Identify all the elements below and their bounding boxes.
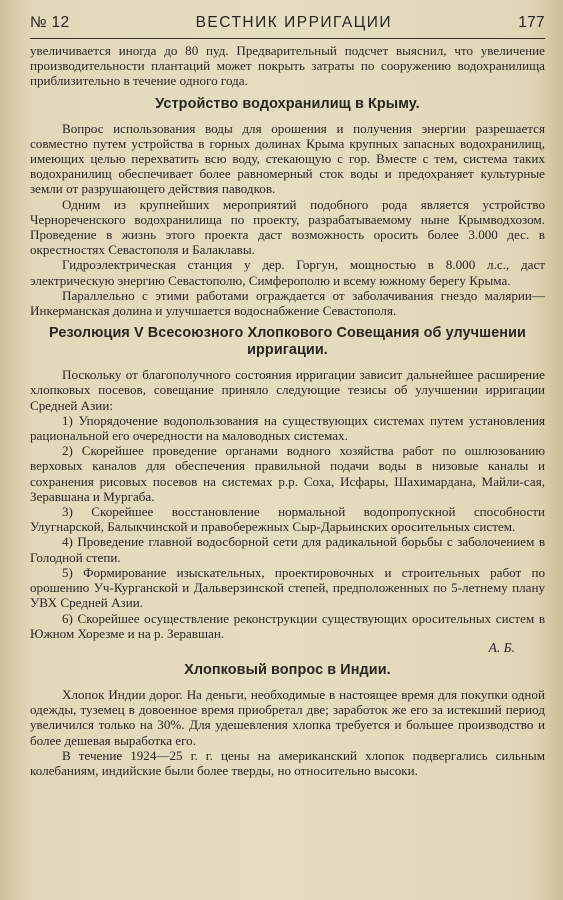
- heading-crimea: Устройство водохранилищ в Крыму.: [155, 95, 420, 112]
- crimea-paragraph-2: Одним из крупнейших мероприятий подобного рода является устройство Чернореченского водохранилища по проекту, разрабатываемому ныне Крымводхозом. Проведение в жизнь этого проекта даст возможность оросить более 3.000 дес. в окрестностях Севастополя и Балаклавы.: [30, 196, 545, 258]
- author-signature: А. Б.: [488, 639, 515, 655]
- resolution-item-4: 4) Проведение главной водосборной сети для радикальной борьбы с заболочением в Голодной степи.: [30, 534, 545, 565]
- page-number: 177: [518, 14, 545, 31]
- resolution-item-1: 1) Упорядочение водопользования на существующих системах путем установления рациональной его очередности на маловодных системах.: [30, 412, 545, 444]
- resolution-intro: Поскольку от благополучного состояния ирригации зависит дальнейшее расширение хлопковых посевов, совещание приняло следующие тезисы об улучшении ирригации Средней Азии:: [30, 367, 545, 413]
- india-paragraph-2: В течение 1924—25 г. г. цены на американский хлопок подвергались сильным колебаниям, индийские были более тверды, но относительно высоки.: [30, 747, 545, 778]
- intro-paragraph: увеличивается иногда до 80 пуд. Предварительный подсчет выяснил, что увеличение производительности плантаций может покрыть затраты по сооружению водохранилища приблизительно в течение одного года.: [30, 43, 545, 89]
- crimea-paragraph-1: Вопрос использования воды для орошения и получения энергии разрешается совместно путем устройства в горных долинах Крыма крупных запасных водохранилищ, имеющих целью перехватить всю воду, стекающую с гор. Вместе с тем, система таких водохранилищ обеспечивает более равномерный сток воды и предохраняет культурные земли от разрушающего действия паводков.: [30, 120, 545, 197]
- journal-title: ВЕСТНИК ИРРИГАЦИИ: [195, 14, 392, 31]
- resolution-item-5: 5) Формирование изыскательных, проектировочных и строительных работ по орошению Уч-Курганской и Дальверзинской степей, предположенных по 5-летнему плану УВХ Средней Азии.: [30, 564, 545, 611]
- heading-india: Хлопковый вопрос в Индии.: [184, 661, 391, 678]
- resolution-item-6: 6) Скорейшее осуществление реконструкции существующих оросительных систем в Южном Хорезме и на р. Зеравшан.: [30, 610, 545, 641]
- crimea-paragraph-3: Гидроэлектрическая станция у дер. Горгун, мощностью в 8.000 л.с., даст электрическую энергию Севастополю, Симферополю и всему южному берегу Крыма.: [30, 257, 545, 288]
- india-paragraph-1: Хлопок Индии дорог. На деньги, необходимые в настоящее время для покупки одной одежды, туземец в довоенное время приобретал две; заработок же его за истекший период увеличился только на 30%. Для удешевления хлопка требуется и большее производство и более дешевая выработка его.: [30, 686, 545, 748]
- heading-resolution: Резолюция V Всесоюзного Хлопкового Совещания об улучшении ирригации.: [49, 325, 526, 359]
- running-header: [30, 0, 545, 36]
- issue-number: № 12: [30, 14, 70, 31]
- header-rule: [30, 38, 545, 39]
- resolution-item-2: 2) Скорейшее проведение органами водного хозяйства работ по ошлюзованию верховых каналов для обеспечения правильной подачи воды в низовые каналы и сохранения рисовых посевов на системах р.р. Соха, Исфары, Шахимардана, Майли-сая, Зеравшана и Мургаба.: [30, 443, 545, 504]
- resolution-item-3: 3) Скорейшее восстановление нормальной водопропускной способности Улугнарской, Балыкчинской и правобережных Сыр-Дарьинских оросительных систем.: [30, 504, 545, 535]
- crimea-paragraph-4: Параллельно с этими работами ограждается от заболачивания гнездо малярии—Инкерманская долина и улучшается водоснабжение Севастополя.: [30, 287, 545, 319]
